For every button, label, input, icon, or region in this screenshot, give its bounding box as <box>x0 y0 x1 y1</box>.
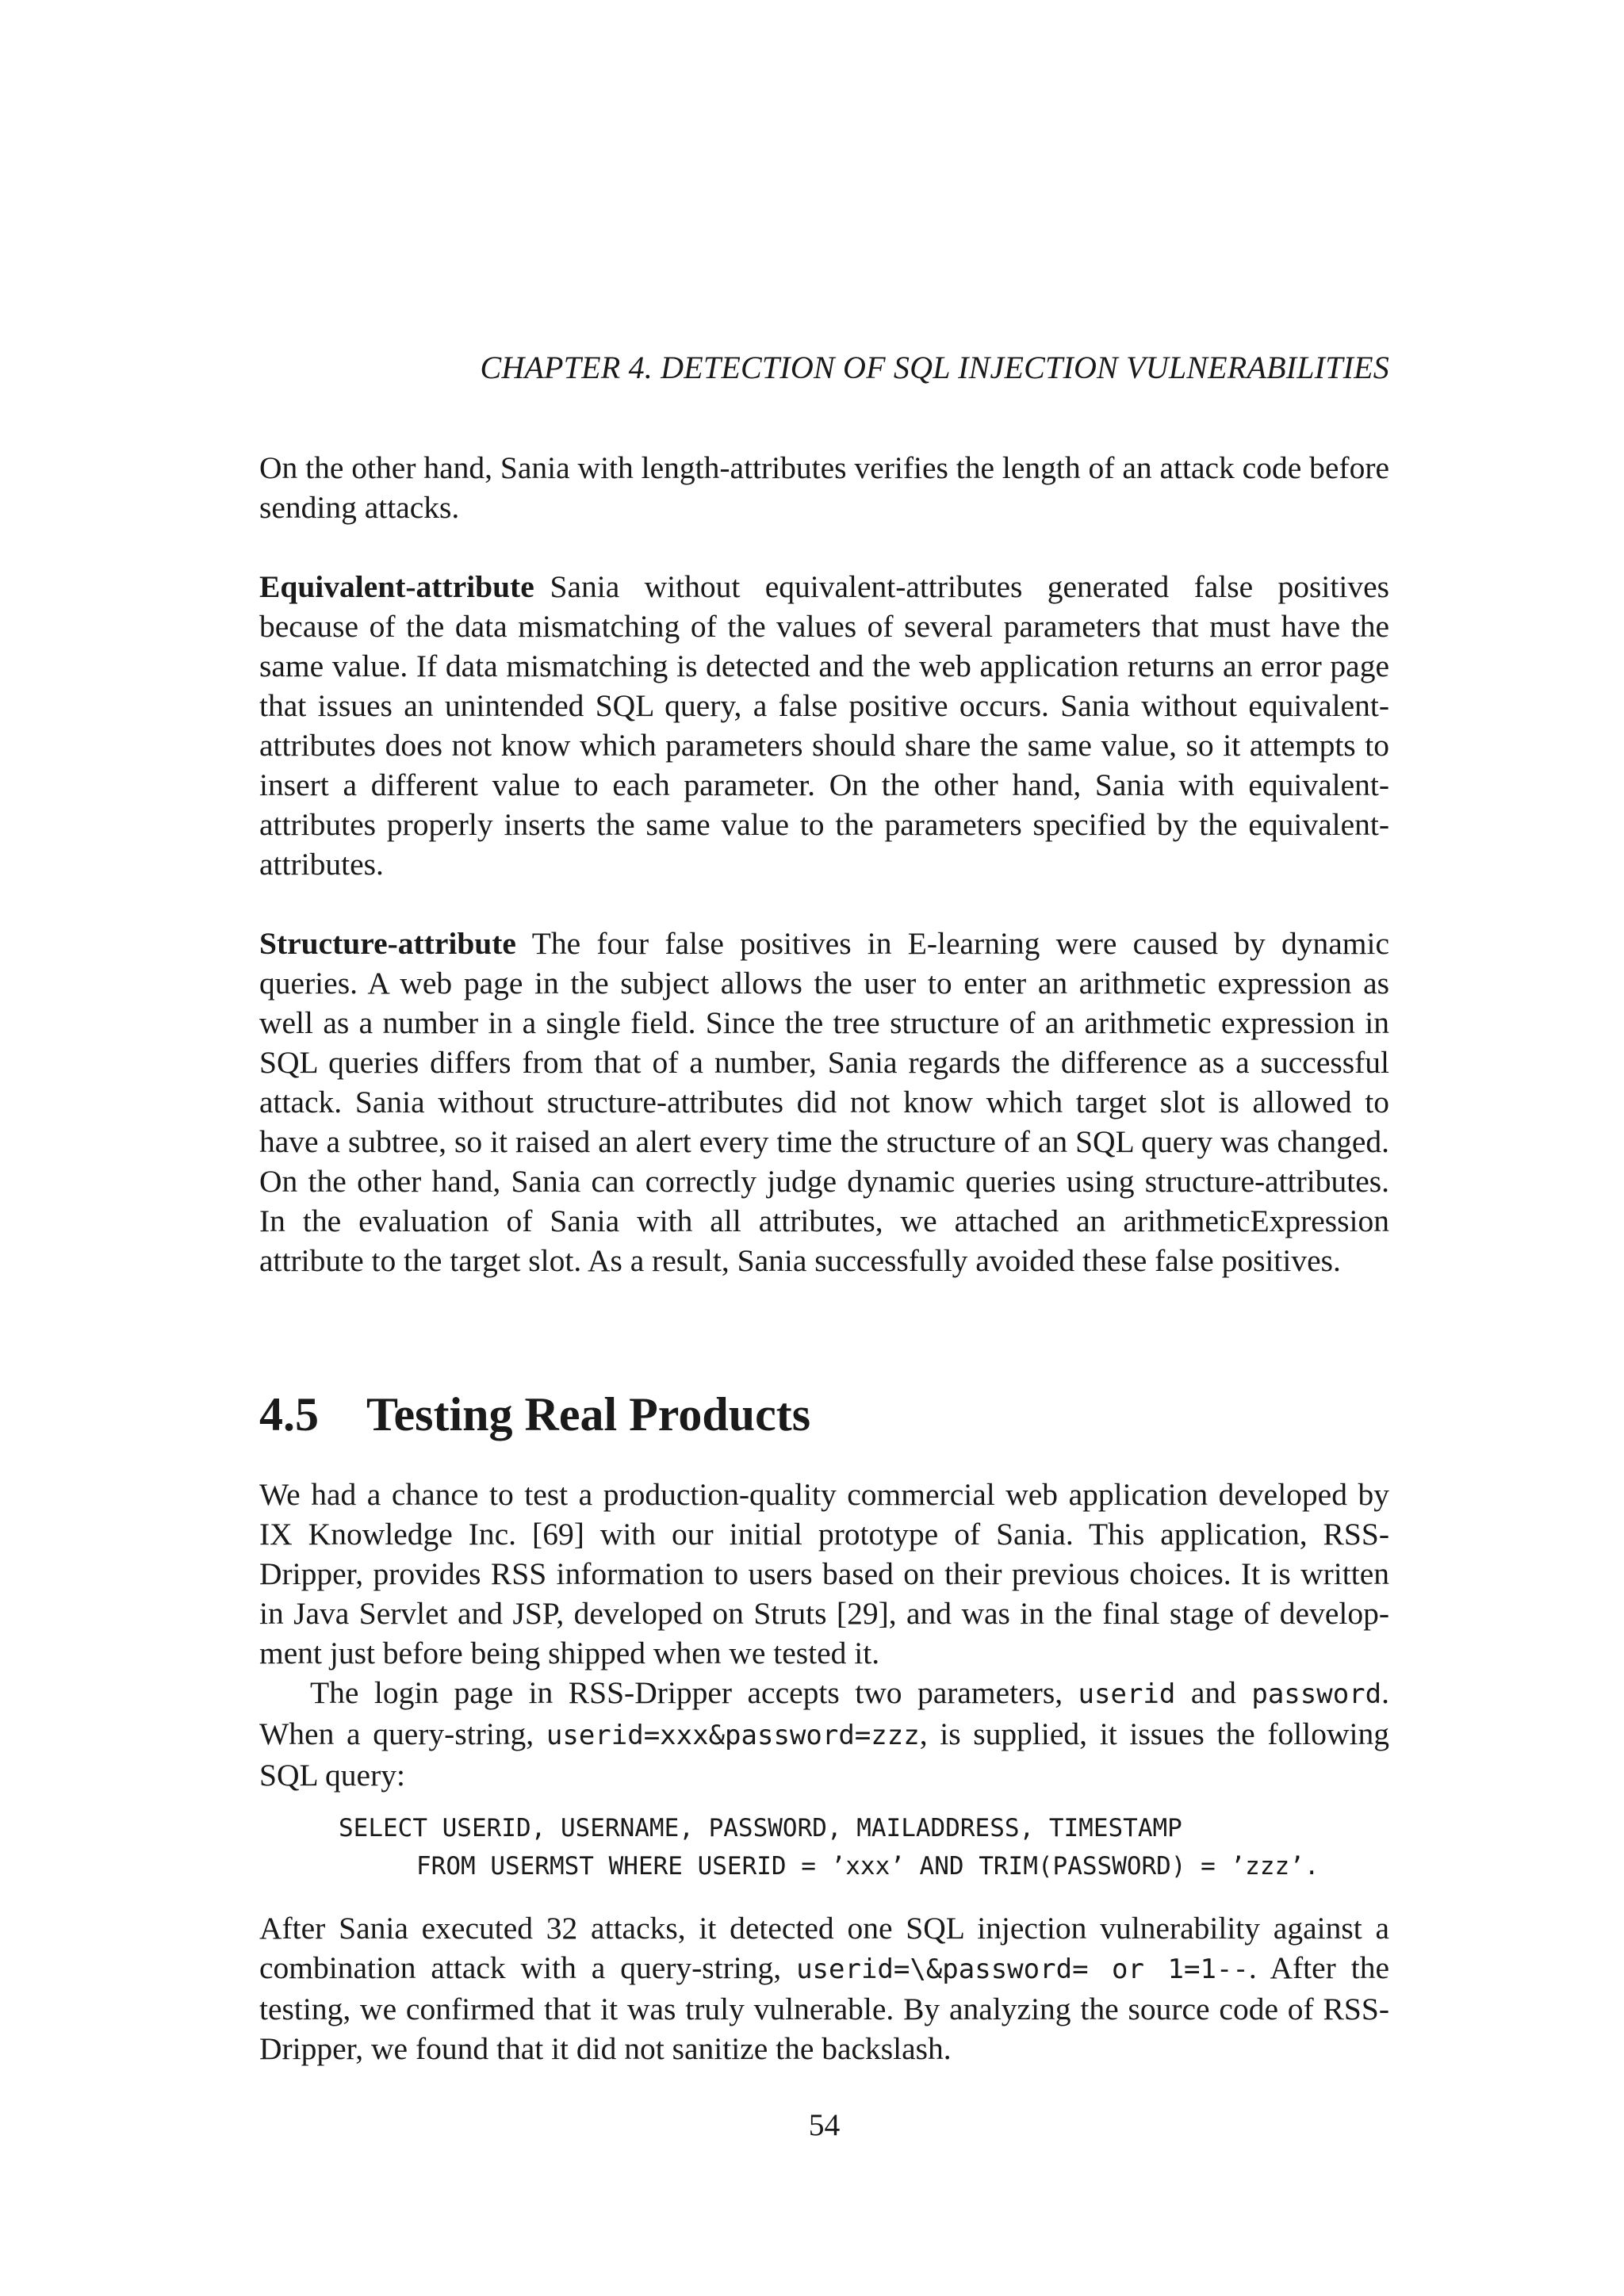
text-fragment: . After the testing, we confirmed that it was truly vulnerable. By analyzing the source code of RSS-Dripper, we found that it did not sanitize the backslash. <box>259 1950 1389 2066</box>
equivalent-attribute-paragraph <box>259 567 1389 884</box>
structure-attribute-text: The four false positives in E-learning were caused by dynamic queries. A web page in the subject allows the user to enter an arithmetic expression as well as a number in a single field. Since the tree structure of an arithmetic expression in SQL queries differs from that of a number, Sania regards the difference as a successful attack. Sania without structure-attributes did not know which target slot is allowed to have a subtree, so it raised an alert every time the structure of an SQL query was changed. On the other hand, Sania can correctly judge dynamic queries using structure-attributes. In the evaluation of Sania with all attributes, we attached an arithmeticExpression attribute to the target slot. As a result, Sania successfully avoided these false positives. <box>259 926 1389 1278</box>
text-fragment: After Sania executed 32 attacks, it detected one SQL injection vulnerability against a combination attack with a query-string, <box>259 1911 1389 1985</box>
text-fragment: . When a query-string, <box>259 1675 1389 1751</box>
intro-paragraph: On the other hand, Sania with length-attributes verifies the length of an attack code before sending attacks. <box>259 450 1389 525</box>
body-text-closing <box>259 1908 1389 2068</box>
section-paragraph-2 <box>259 1673 1389 1795</box>
code-line-1: SELECT USERID, USERNAME, PASSWORD, MAILADDRESS, TIMESTAMP <box>339 1814 1182 1843</box>
body-text-upper <box>259 448 1389 1280</box>
section-number: 4.5 <box>259 1388 319 1441</box>
structure-attribute-paragraph <box>259 924 1389 1280</box>
code-line-2: FROM USERMST WHERE USERID = ’xxx’ AND TRIM(PASSWORD) = ’zzz’. <box>416 1852 1320 1881</box>
paragraph-gap <box>259 884 1389 924</box>
equivalent-attribute-text: Sania without equivalent-attributes generated false positives because of the data mismatching of the values of several parameters that must have the same value. If data mismatching is detected and the web application returns an error page that issues an unintended SQL query, a false positive occurs. Sania without equivalent-attributes does not know which parameters should share the same value, so it attempts to insert a different value to each parameter. On the other hand, Sania with equivalent-attributes properly inserts the same value to the parameters specified by the equivalent-attributes. <box>259 569 1389 882</box>
text-fragment: , is supplied, it issues the following SQL query: <box>259 1716 1389 1793</box>
inline-code-userid: userid <box>1078 1678 1176 1710</box>
inline-code-attack-string: userid=\&password= or 1=1-- <box>796 1954 1249 1985</box>
section-paragraph-1: We had a chance to test a production-quality commercial web application developed by IX Knowledge Inc. [69] with our initial prototype of Sania. This application, RSS-Dripper, provides RSS information to users based on their previous choices. It is written in Java Servlet and JSP, developed on Struts [29], and was in the final stage of development just before being shipped when we tested it. <box>259 1477 1389 1670</box>
running-header: CHAPTER 4. DETECTION OF SQL INJECTION VULNERABILITIES <box>480 350 1389 385</box>
inline-code-password: password <box>1251 1678 1382 1710</box>
paragraph-gap <box>259 527 1389 567</box>
structure-attribute-heading: Structure-attribute <box>259 926 516 961</box>
document-page <box>259 0 1389 2296</box>
section-title: Testing Real Products <box>366 1388 811 1441</box>
text-fragment: and <box>1175 1675 1252 1710</box>
equivalent-attribute-heading: Equivalent-attribute <box>259 569 534 604</box>
text-fragment: The login page in RSS-Dripper accepts two parameters, <box>310 1675 1078 1710</box>
page-number: 54 <box>808 2107 841 2142</box>
section-heading <box>259 1387 810 1442</box>
inline-code-query-string: userid=xxx&password=zzz <box>546 1720 920 1751</box>
section-paragraph-3 <box>259 1908 1389 2068</box>
sql-code-block <box>339 1809 1319 1885</box>
body-text-section <box>259 1475 1389 1795</box>
